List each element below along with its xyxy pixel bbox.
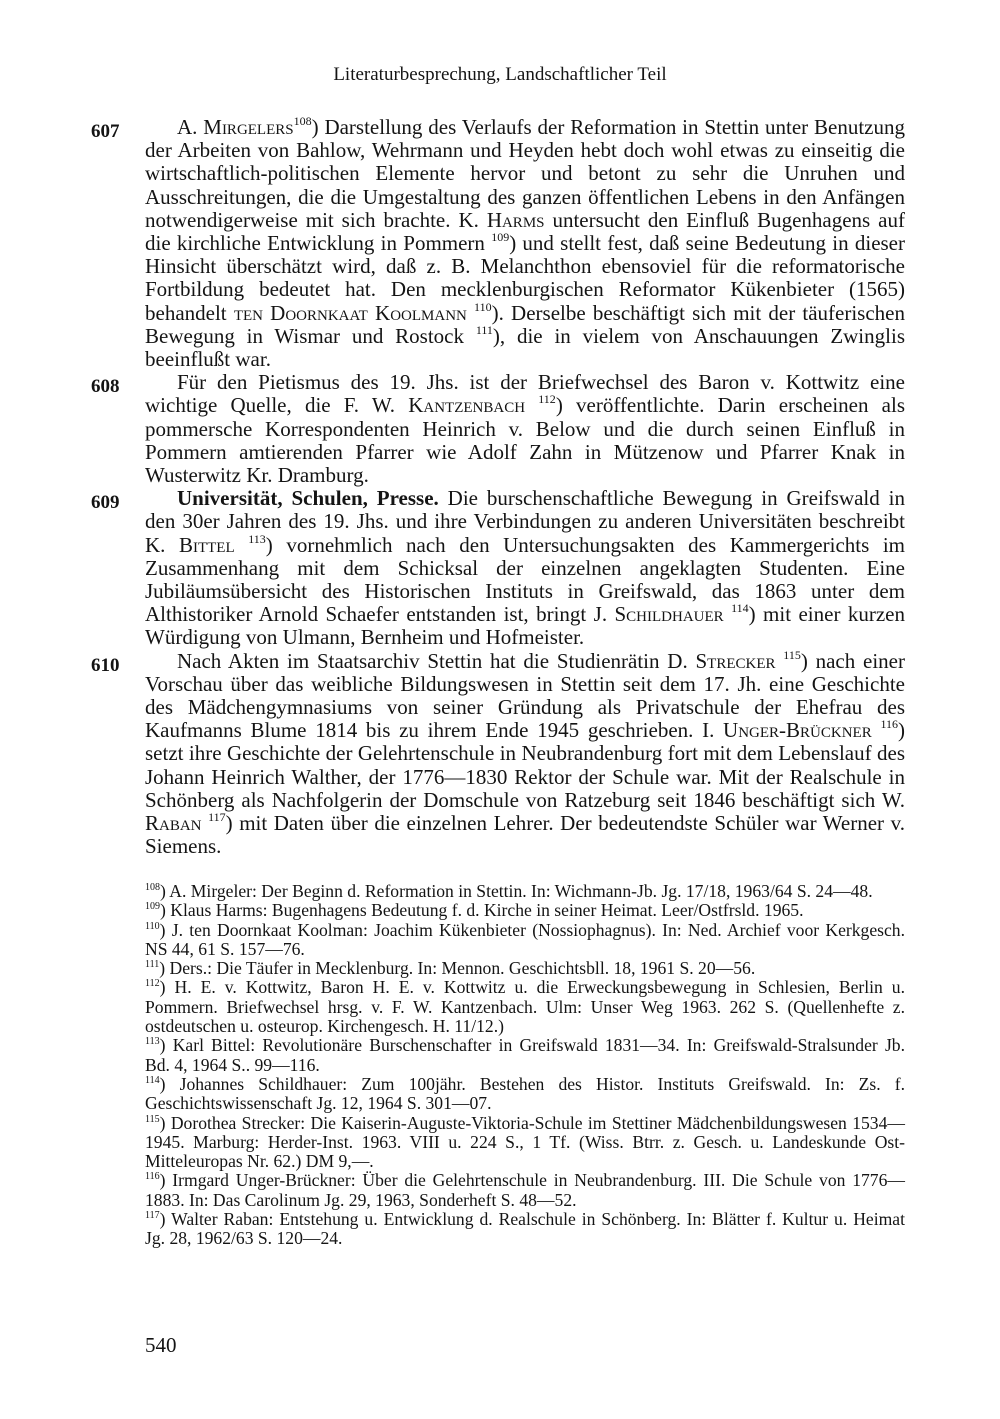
footnote-ref: 116 — [880, 717, 898, 732]
footnote-text: ) Walter Raban: Entstehung u. Entwicklung d. Realschule in Schönberg. In: Blätter f. Kultur u. Heimat Jg. 28, 1962/63 S. 120—24. — [145, 1209, 905, 1249]
author-name: ten Doornkaat Koolmann — [233, 300, 467, 325]
author-name: Harms — [486, 207, 545, 232]
author-name: Raban — [145, 811, 202, 836]
paragraph-text — [145, 649, 905, 859]
text-run: untersucht den Einfluß Bugenhagens auf die kirchliche Entwicklung in Pommern — [145, 207, 905, 256]
footnote-number: 112 — [145, 978, 160, 990]
footnote-number: 115 — [145, 1113, 160, 1125]
footnote-text: ) Irmgard Unger-Brückner: Über die Gelehrtenschule in Neubrandenburg. III. Die Schule von 1776—1883. In: Das Carolinum Jg. 29, 1963, Sonderheft S. 48—52. — [145, 1170, 905, 1210]
paragraph-text — [145, 486, 905, 649]
text-run — [235, 533, 249, 557]
section-number: 609 — [91, 492, 120, 514]
footnote — [145, 1210, 905, 1249]
running-header: Literaturbesprechung, Landschaftlicher Teil — [333, 64, 667, 85]
footnote — [145, 882, 905, 901]
footnote — [145, 921, 905, 960]
footnote-number: 110 — [145, 920, 160, 932]
footnote — [145, 1171, 905, 1210]
text-run: ) mit einer kurzen Würdigung von Ulmann, Bernheim und Hofmeister. — [145, 602, 905, 650]
section-number: 610 — [91, 654, 120, 676]
text-run: ) veröffentlichte. Darin erscheinen als pommersche Korrespondenten Heinrich v. Below und die durch seinen Einfluß in Pommern amtierenden Pfarrer wie Adolf Zahn in Mützenow und Pfarrer Knak in Wusterwitz Kr. Dramburg. — [145, 393, 906, 488]
text-run: Die burschenschaftliche Bewegung in Greifswald in den 30er Jahren des 19. Jhs. und ihre Verbindungen zu anderen Universitäten beschreibt K. — [145, 486, 905, 557]
footnote — [145, 901, 905, 920]
text-run: Für den Pietismus des 19. Jhs. ist der Briefwechsel des Baron v. Kottwitz eine wichtige Quelle, die F. W. — [145, 370, 905, 418]
author-name: Unger-Brückner — [723, 718, 872, 743]
footnote-text: ) Dorothea Strecker: Die Kaiserin-Auguste-Viktoria-Schule im Stettiner Mädchenbildungswesen 1534—1945. Marburg: Herder-Inst. 1963. VIII u. 224 S., 1 Tf. (Wiss. Btrr. z. Gesch. u. Landeskunde Ost-Mitteleuropas Nr. 62.) DM 9,—. — [145, 1112, 905, 1172]
footnote-ref: 115 — [783, 647, 801, 662]
footnote-number: 108 — [145, 882, 160, 893]
paragraph-608 — [91, 370, 906, 488]
text-run: ) Darstellung des Verlaufs der Reformation in Stettin unter Benutzung der Arbeiten von Bahlow, Wehrmann und Heyden hebt doch wohl etwas zu einseitig die wirtschaftlich-politischen Elemente hervor und betont zu sehr die Unruhen und Ausschreitungen, die die Umgestaltung des ganzen öffentlichen Lebens in den Anfängen notwendigerweise mit sich brachte. K. — [145, 115, 906, 232]
footnote-text: ) Johannes Schildhauer: Zum 100jähr. Bestehen des Histor. Instituts Greifswald. In: Zs. f. Geschichtswissenschaft Jg. 12, 1964 S. 301—07. — [145, 1073, 905, 1114]
page-number: 540 — [145, 1333, 177, 1357]
text-run: ) nach einer Vorschau über das weibliche Bildungswesen in Stettin seit dem 17. Jh. eine Geschichte des Mädchengymnasiums von seiner Gründung als Privatschule der Ehefrau des Kaufmanns Blume 1814 bis zu ihrem Ende 1945 geschrieben. I. — [145, 648, 905, 743]
author-name: Schildhauer — [614, 602, 724, 627]
author-name: Mirgelers — [203, 115, 294, 139]
footnote-number: 113 — [145, 1036, 160, 1048]
text-run: ). Derselbe beschäftigt sich mit der täuferischen Bewegung in Wismar und Rostock — [145, 300, 905, 348]
footnote-text: ) J. ten Doornkaat Koolman: Joachim Kükenbieter (Nossiophagnus). In: Ned. Archief voor Kerkgesch. NS 44, 61 S. 157—76. — [145, 919, 905, 959]
footnote-text: ) A. Mirgeler: Der Beginn d. Reformation in Stettin. In: Wichmann-Jb. Jg. 17/18, 1963/64 S. 24—48. — [160, 881, 873, 901]
text-run: A. — [177, 115, 204, 139]
footnote-ref: 112 — [538, 392, 556, 407]
footnote-ref: 114 — [731, 601, 749, 616]
text-run: ) setzt ihre Geschichte der Gelehrtenschule in Neubrandenburg fort mit dem Lebenslauf des Johann Heinrich Walther, der 1776—1830 Rektor der Schule war. Mit der Realschule in Schönberg als Nachfolgerin der Domschule von Ratzeburg seit 1846 beschäftigt sich W. — [145, 718, 905, 812]
footnote — [145, 1114, 905, 1172]
author-name: Kantzenbach — [408, 393, 526, 418]
footnote-ref: 117 — [208, 810, 226, 825]
footnote-number: 111 — [145, 959, 160, 971]
author-name: Bittel — [178, 532, 235, 557]
text-run: ) mit Daten über die einzelnen Lehrer. Der bedeutendste Schüler war Werner v. Siemens. — [145, 811, 905, 859]
section-heading: Universität, Schulen, Presse. — [177, 486, 439, 511]
paragraph-text — [145, 370, 905, 487]
main-text — [91, 114, 906, 859]
footnote-ref: 109 — [491, 230, 510, 245]
paragraph-607 — [91, 114, 906, 372]
text-run: Nach Akten im Staatsarchiv Stettin hat die Studienrätin D. — [177, 648, 696, 673]
footnote — [145, 1075, 905, 1114]
footnote-number: 116 — [145, 1171, 160, 1183]
footnote-text: ) H. E. v. Kottwitz, Baron H. E. v. Kottwitz u. die Erweckungsbewegung in Schlesien, Berlin u. Pommern. Briefwechsel hrsg. v. F. W. Kantzenbach. Ulm: Unser Weg 1963. 262 S. (Quellenhefte z. ostdeutschen u. osteurop. Kirchengesch. H. 11/12.) — [145, 977, 905, 1037]
footnote-number: 109 — [145, 901, 160, 913]
footnote — [145, 959, 905, 978]
footnote-ref: 108 — [293, 114, 312, 128]
section-number: 607 — [91, 121, 120, 142]
section-number: 608 — [91, 376, 120, 398]
footnote-ref: 111 — [475, 322, 493, 337]
footnote-number: 114 — [145, 1074, 160, 1086]
footnote-ref: 110 — [474, 299, 492, 314]
footnote — [145, 1036, 905, 1075]
paragraph-text — [145, 115, 905, 371]
text-run: ) und stellt fest, daß seine Bedeutung in dieser Hinsicht überschätzt wird, daß z. B. Melanchthon ebensoviel für die reformatorische Fortbildung bedeutet hat. Den mecklenburgischen Reformator Kükenbieter (1565) behandelt — [145, 231, 906, 325]
text-run — [467, 301, 474, 325]
footnote-text: ) Karl Bittel: Revolutionäre Burschenschafter in Greifswald 1831—34. In: Greifswald-Stralsunder Jb. Bd. 4, 1964 S.. 99—116. — [145, 1035, 905, 1075]
footnote-text: ) Klaus Harms: Bugenhagens Bedeutung f. d. Kirche in seiner Heimat. Leer/Ostfrsld. 1965. — [160, 900, 804, 921]
text-run — [724, 602, 731, 626]
footnote-number: 117 — [145, 1210, 160, 1222]
footnotes — [145, 882, 905, 1249]
author-name: Strecker — [695, 648, 776, 673]
footnote — [145, 978, 905, 1036]
footnote-ref: 113 — [248, 531, 266, 546]
text-run: ), die in vielem von Anschauungen Zwinglis beeinflußt war. — [145, 323, 905, 372]
paragraph-609 — [91, 486, 906, 650]
text-run: ) vornehmlich nach den Untersuchungsakten des Kammergerichts im Zusammenhang mit dem Schicksal der einzelnen angeklagten Studenten. Eine Jubiläumsübersicht des Historischen Instituts in Greifswald, das 1863 unter dem Althistoriker Arnold Schaefer entstanden ist, bringt J. — [145, 532, 906, 627]
text-run — [525, 393, 538, 417]
footnote-text: ) Ders.: Die Täufer in Mecklenburg. In: Mennon. Geschichtsbll. 18, 1961 S. 20—56. — [159, 958, 756, 979]
paragraph-610 — [91, 647, 905, 859]
